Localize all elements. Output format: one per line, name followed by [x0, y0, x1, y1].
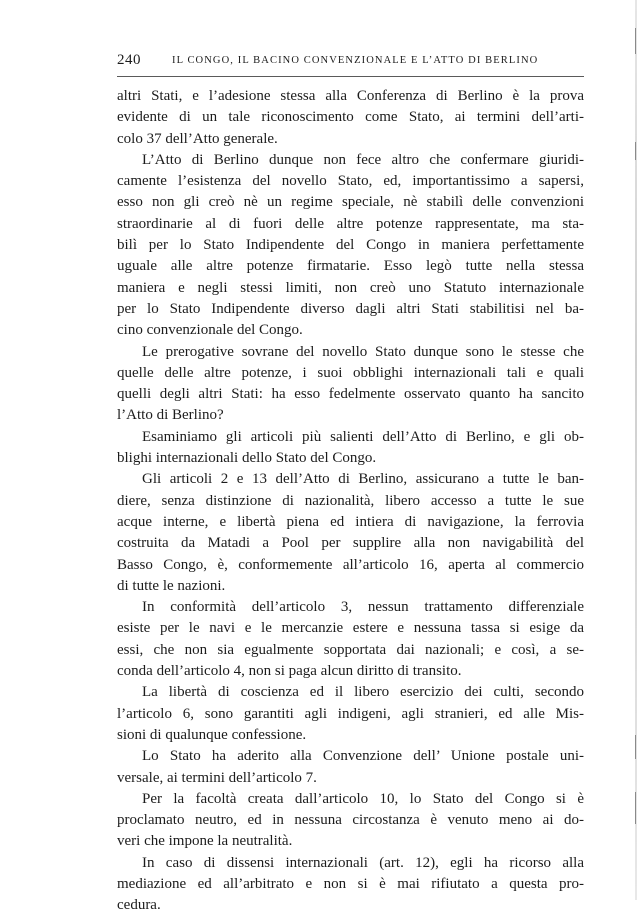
text-line: esso non gli creò nè un regime speciale, nè stabilì delle convenzioni	[117, 194, 584, 211]
text-line: Esaminiamo gli articoli più salienti dell’Atto di Berlino, e gli ob-	[142, 428, 584, 445]
text-line: cino convenzionale del Congo.	[117, 322, 303, 339]
text-line: esiste per le navi e le mercanzie estere e nessuna tassa si esige da	[117, 620, 584, 637]
text-line: Lo Stato ha aderito alla Convenzione dell’ Unione postale uni-	[142, 748, 584, 765]
text-line: uguale alle altre potenze firmatarie. Esso legò tutte nella stessa	[117, 258, 584, 275]
text-line: sioni di qualunque confessione.	[117, 726, 307, 743]
text-line: diere, senza distinzione di nazionalità, libero accesso a tutte le sue	[117, 492, 584, 509]
text-line: In conformità dell’articolo 3, nessun trattamento differenziale	[142, 599, 584, 616]
text-line: Gli articoli 2 e 13 dell’Atto di Berlino, assicurano a tutte le ban-	[142, 471, 584, 488]
text-line: conda dell’articolo 4, non si paga alcun diritto di transito.	[117, 663, 462, 680]
header-rule	[117, 76, 584, 77]
text-line: Le prerogative sovrane del novello Stato dunque sono le stesse che	[142, 343, 584, 360]
text-line: versale, ai termini dell’articolo 7.	[117, 769, 317, 786]
binding-mark-middle	[635, 142, 636, 160]
binding-mark-lower	[635, 735, 636, 759]
text-line: proclamato neutro, ed in nessuna circostanza è venuto meno ai do-	[117, 812, 584, 829]
page-edge	[635, 0, 637, 900]
text-line: per lo Stato Indipendente diverso dagli altri Stati stabilitisi nel ba-	[117, 300, 584, 317]
text-line: l’Atto di Berlino?	[117, 407, 224, 424]
text-line: Basso Congo, è, conformemente all’articolo 16, aperta al commercio	[117, 556, 584, 573]
running-title: IL CONGO, IL BACINO CONVENZIONALE E L’ATTO DI BERLINO	[172, 55, 539, 66]
body-text	[117, 86, 584, 917]
text-line: L’Atto di Berlino dunque non fece altro che confermare giuridi-	[142, 151, 584, 168]
page-header	[117, 52, 584, 72]
text-line: In caso di dissensi internazionali (art. 12), egli ha ricorso alla	[142, 854, 584, 871]
text-line: l’articolo 6, sono garantiti agli indigeni, agli stranieri, ed alle Mis-	[117, 705, 584, 722]
text-line: acque interne, e libertà piena ed intiera di navigazione, la ferrovia	[117, 513, 584, 530]
text-line: cedura.	[117, 897, 161, 914]
text-line: quelli degli altri Stati: ha esso fedelmente osservato quanto ha sancito	[117, 386, 584, 403]
binding-mark-top	[635, 28, 636, 54]
text-line: quelle delle altre potenze, i suoi obblighi internazionali tali e quali	[117, 364, 584, 381]
text-line: evidente di un tale riconoscimento come Stato, ai termini dell’arti-	[117, 109, 584, 126]
page-number: 240	[117, 52, 141, 68]
text-line: camente l’esistenza del novello Stato, ed, importantissimo a sapersi,	[117, 173, 584, 190]
text-line: colo 37 dell’Atto generale.	[117, 130, 278, 147]
binding-mark-bottom	[635, 792, 636, 824]
text-line: costruita da Matadi a Pool per supplire alla non navigabilità del	[117, 535, 584, 552]
text-line: straordinarie al di fuori delle altre potenze rappresentate, ma sta-	[117, 215, 584, 232]
text-line: altri Stati, e l’adesione stessa alla Conferenza di Berlino è la prova	[117, 88, 584, 104]
text-line: essi, che non sia egualmente sopportata dai nazionali; e così, a se-	[117, 641, 584, 658]
text-line: veri che impone la neutralità.	[117, 833, 293, 850]
text-line: maniera e negli stessi limiti, non creò uno Statuto internazionale	[117, 279, 584, 296]
text-line: di tutte le nazioni.	[117, 577, 226, 594]
text-line: mediazione ed all’arbitrato e non si è mai rifiutato a questa pro-	[117, 875, 584, 892]
text-line: La libertà di coscienza ed il libero esercizio dei culti, secondo	[142, 684, 584, 701]
text-line: Per la facoltà creata dall’articolo 10, lo Stato del Congo si è	[142, 790, 584, 807]
text-line: bilì per lo Stato Indipendente del Congo in maniera perfettamente	[117, 237, 584, 254]
text-line: blighi internazionali dello Stato del Congo.	[117, 450, 377, 467]
